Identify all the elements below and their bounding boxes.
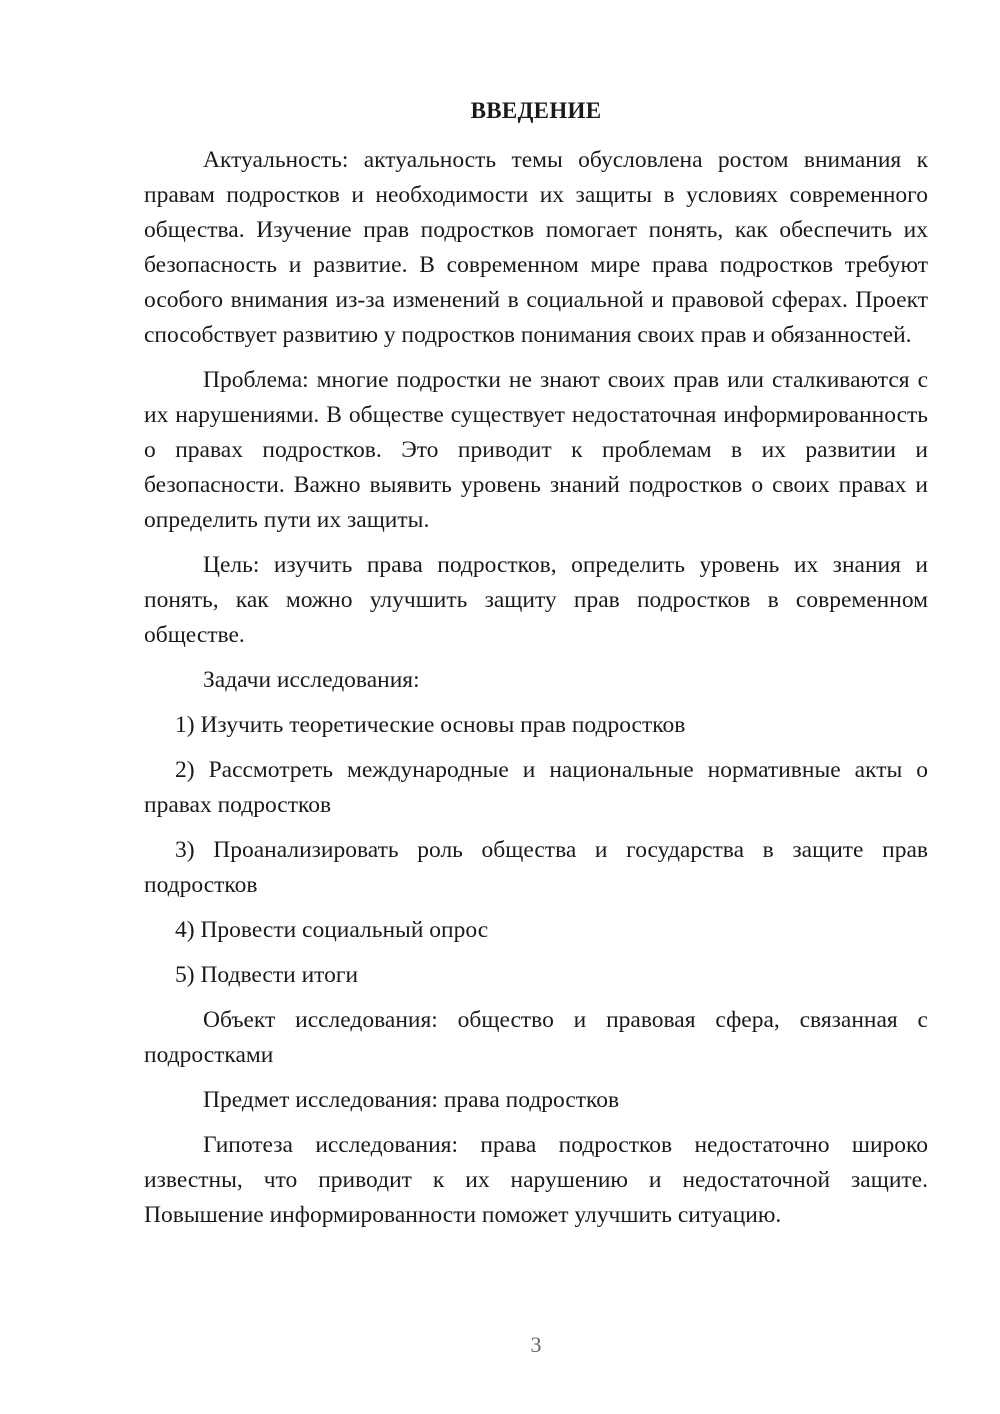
tasks-heading: Задачи исследования: [203,667,420,693]
paragraph-hypothesis: Гипотеза исследования: права подростков недостаточно широко известны, что приводит к их нарушению и недостаточной защите. Повышение информированности поможет улучшить ситуацию. [144,1132,928,1228]
task-item: 3) Проанализировать роль общества и государства в защите прав подростков [144,837,928,898]
task-item: 1) Изучить теоретические основы прав подростков [175,712,686,738]
paragraph-object: Объект исследования: общество и правовая сфера, связанная с подростками [144,1007,928,1068]
paragraph-subject: Предмет исследования: права подростков [203,1087,620,1113]
paragraph-goal: Цель: изучить права подростков, определить уровень их знания и понять, как можно улучшить защиту прав подростков в современном обществе. [144,552,928,648]
page-number: 3 [530,1332,542,1357]
page-title: ВВЕДЕНИЕ [470,98,602,123]
task-item: 2) Рассмотреть международные и национальные нормативные акты о правах подростков [144,757,928,818]
paragraph-relevance: Актуальность: актуальность темы обусловлена ростом внимания к правам подростков и необходимости их защиты в условиях современного общества. Изучение прав подростков помогает понять, как обеспечить их безопасность и развитие. В современном мире права подростков требуют особого внимания из-за изменений в социальной и правовой сферах. Проект способствует развитию у подростков понимания своих прав и обязанностей. [144,147,928,348]
task-item: 5) Подвести итоги [175,962,359,988]
task-item: 4) Провести социальный опрос [175,917,489,943]
paragraph-problem: Проблема: многие подростки не знают своих прав или сталкиваются с их нарушениями. В обществе существует недостаточная информированность о правах подростков. Это приводит к проблемам в их развитии и безопасности. Важно выявить уровень знаний подростков о своих правах и определить пути их защиты. [144,367,928,533]
document-body [144,143,928,1243]
